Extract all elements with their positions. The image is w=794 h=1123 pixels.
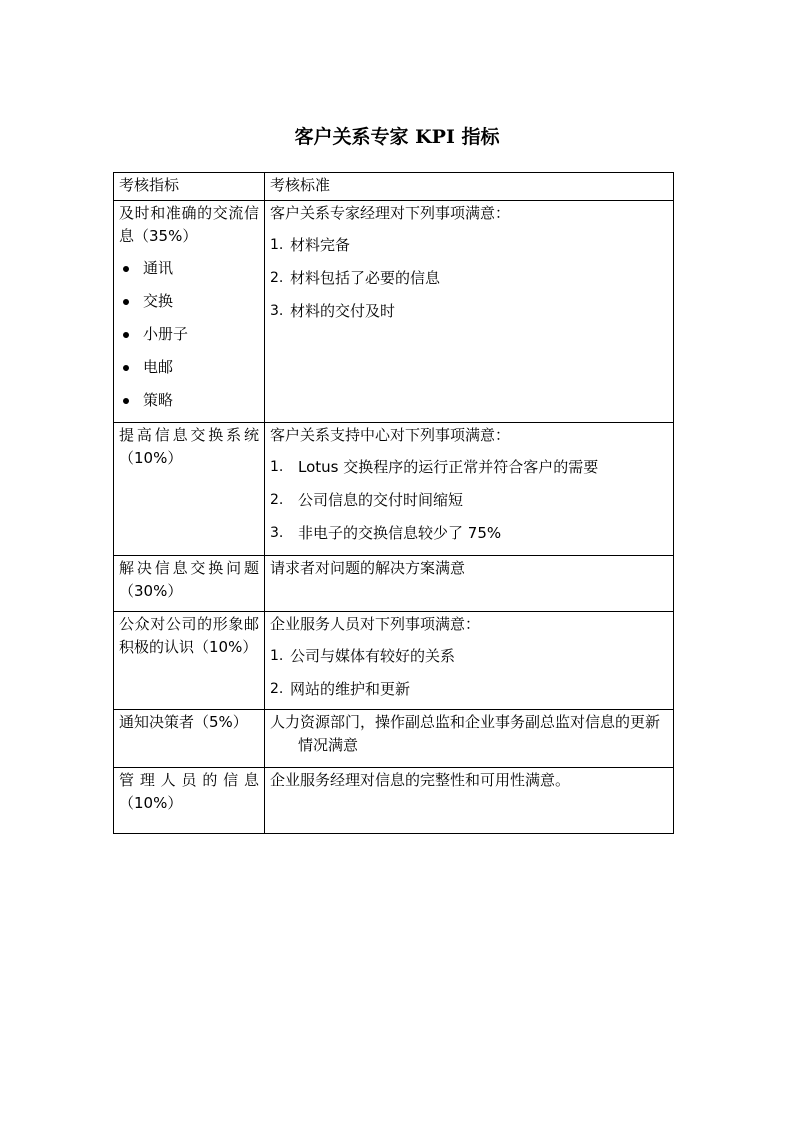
- list-item: 2. 材料包括了必要的信息: [270, 269, 441, 287]
- standard-cell: [265, 556, 674, 612]
- standard-intro: 客户关系专家经理对下列事项满意：: [270, 204, 511, 222]
- standard-intro: 企业服务人员对下列事项满意：: [270, 615, 481, 633]
- page-title: 客户关系专家 KPI 指标: [294, 126, 500, 148]
- kpi-table: [113, 172, 674, 834]
- table-row: [114, 612, 674, 710]
- indicator-cell: [114, 556, 265, 612]
- indicator-cell: [114, 768, 265, 834]
- list-item: 策略: [119, 384, 259, 417]
- indicator-cell: [114, 423, 265, 556]
- list-item: 1. Lotus 交换程序的运行正常并符合客户的需要: [270, 458, 599, 476]
- standard-cell: [265, 423, 674, 556]
- table-header-row: [114, 173, 674, 201]
- header-indicator: 考核指标: [114, 173, 265, 201]
- list-item: 1. 材料完备: [270, 236, 351, 254]
- bullet-icon: [123, 299, 129, 305]
- bullet-icon: [123, 332, 129, 338]
- list-item: 1. 公司与媒体有较好的关系: [270, 647, 456, 665]
- indicator-cell: [114, 612, 265, 710]
- list-item: 小册子: [119, 318, 259, 351]
- standard-list: [270, 229, 668, 328]
- header-standard: 考核标准: [265, 173, 674, 201]
- list-item: 电邮: [119, 351, 259, 384]
- indicator-name: 及时和准确的交流信息（35%）: [119, 204, 259, 245]
- indicator-name: 解决信息交换问题（30%）: [119, 559, 259, 600]
- list-item: 2. 网站的维护和更新: [270, 680, 411, 698]
- indicator-cell: [114, 710, 265, 768]
- standard-cell: [265, 612, 674, 710]
- standard-list: [270, 640, 668, 706]
- table-row: [114, 423, 674, 556]
- standard-list: [270, 451, 668, 550]
- table-row: [114, 556, 674, 612]
- table-row: [114, 768, 674, 834]
- indicator-name: 通知决策者（5%）: [119, 713, 248, 731]
- standard-cell: [265, 768, 674, 834]
- standard-intro: 请求者对问题的解决方案满意: [270, 559, 466, 577]
- list-item: 3. 非电子的交换信息较少了 75%: [270, 524, 502, 542]
- list-item: 通讯: [119, 252, 259, 285]
- standard-cell: [265, 710, 674, 768]
- bullet-icon: [123, 266, 129, 272]
- indicator-name: 管理人员的信息（10%）: [119, 771, 259, 812]
- bullet-icon: [123, 365, 129, 371]
- bullet-list: [119, 252, 259, 417]
- standard-intro: 人力资源部门，操作副总监和企业事务副总监对信息的更新情况满意: [270, 713, 661, 754]
- bullet-icon: [123, 398, 129, 404]
- indicator-cell: [114, 201, 265, 423]
- standard-intro: 企业服务经理对信息的完整性和可用性满意。: [270, 771, 571, 789]
- standard-cell: [265, 201, 674, 423]
- indicator-name: 提高信息交换系统（10%）: [119, 426, 259, 467]
- list-item: 2. 公司信息的交付时间缩短: [270, 491, 464, 509]
- list-item: 交换: [119, 285, 259, 318]
- indicator-name: 公众对公司的形象邮积极的认识（10%）: [119, 615, 259, 656]
- table-row: [114, 201, 674, 423]
- table-row: [114, 710, 674, 768]
- standard-intro: 客户关系支持中心对下列事项满意：: [270, 426, 511, 444]
- list-item: 3. 材料的交付及时: [270, 302, 396, 320]
